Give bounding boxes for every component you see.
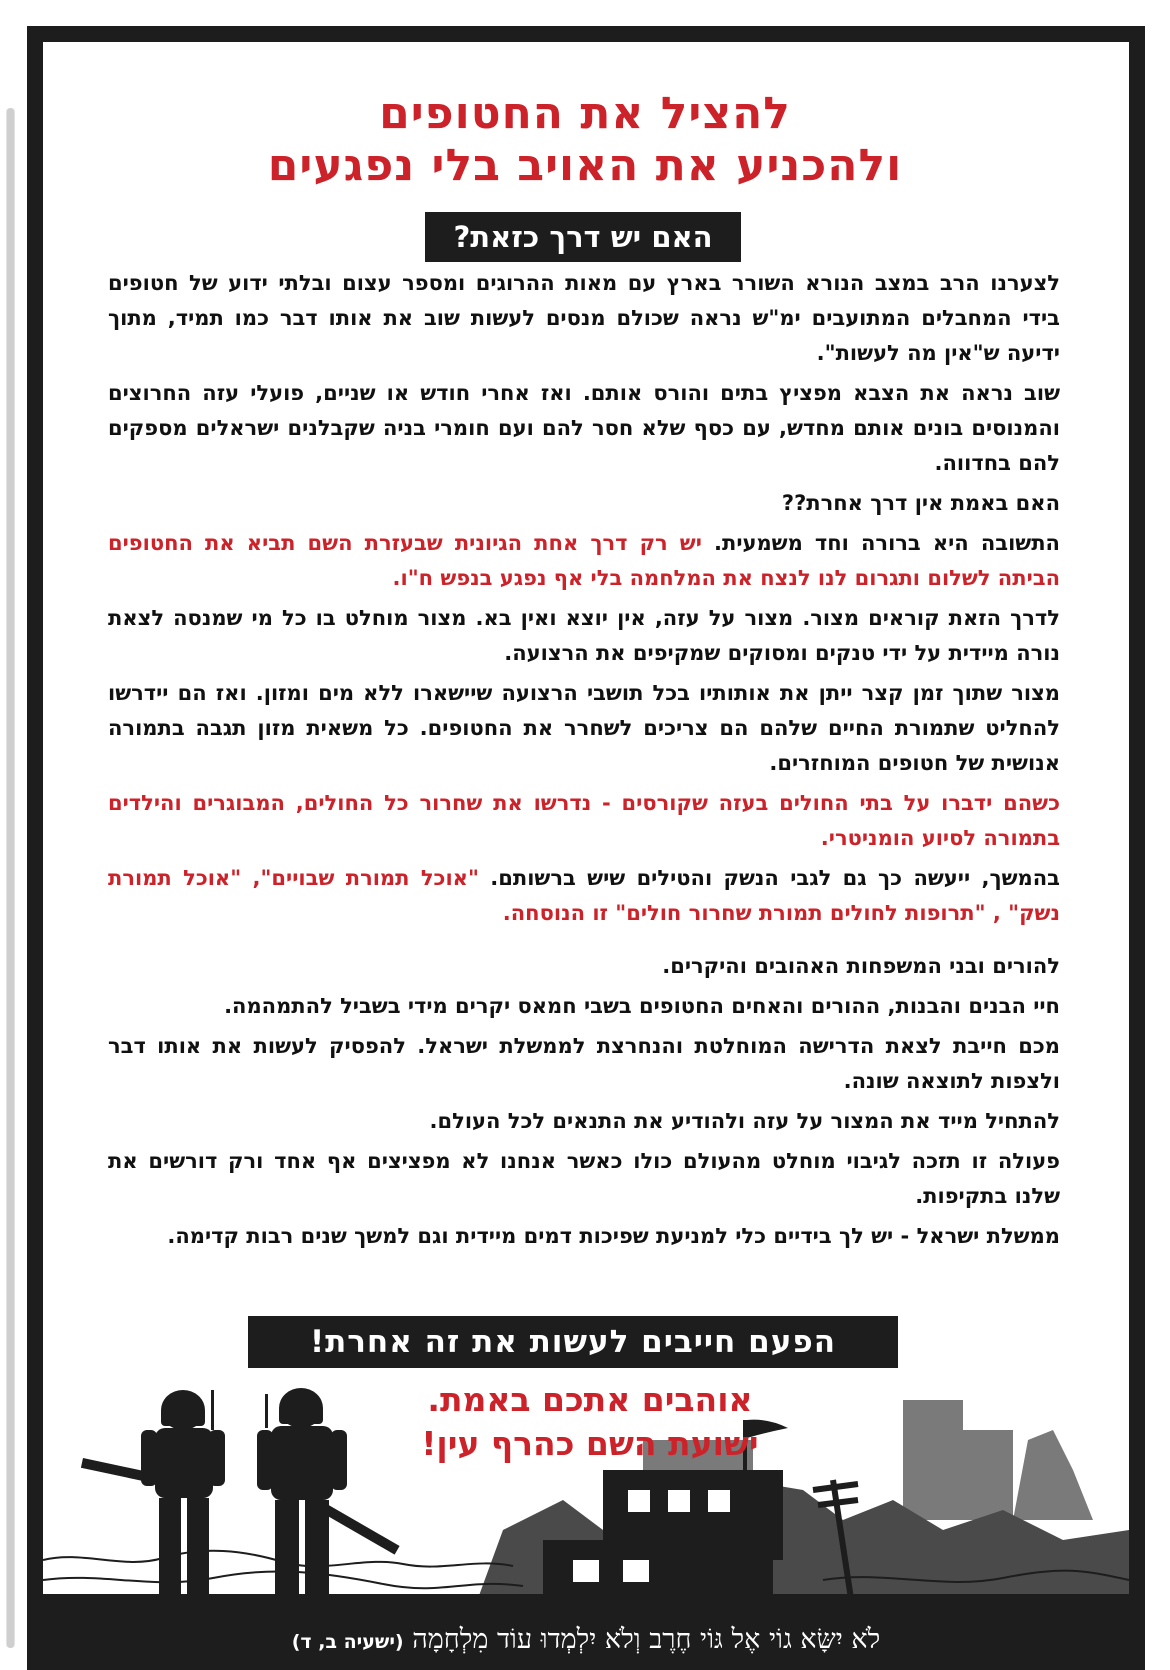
title-line-1: להציל את החטופים [379,88,791,139]
paragraph-1: לצערנו הרב במצב הנורא השורר בארץ עם מאות ההרוגים ומספר עצום ובלתי ידוע של חטופים בידי המחבלים המתועבים ימ"ש נראה שכולם מנסים לעשות שוב את אותו דבר כמו תמיד, מתוך ידיעה ש"אין מה לעשות". [108,271,1060,365]
paragraph-5: לדרך הזאת קוראים מצור. מצור על עזה, אין יוצא ואין בא. מצור מוחלט בו כל מי שמנסה לצאת נורה מיידית על ידי טנקים ומסוקים שמקיפים את הרצועה. [108,606,1060,665]
paragraph-3: האם באמת אין דרך אחרת?? [781,491,1060,515]
paragraph-7: כשהם ידברו על בתי החולים בעזה שקורסים - נדרשו את שחרור כל החולים, המבוגרים והילדים בתמורה לסיוע הומניטרי. [108,791,1060,850]
question-banner: האם יש דרך כזאת? [425,212,741,262]
closing-message [350,1378,830,1466]
scrollbar-thumb[interactable] [7,108,14,1648]
paragraph-11: מכם חייבת לצאת הדרישה המוחלטת והנחרצת לממשלת ישראל. להפסיק לעשות את אותו דבר ולצפות לתוצאה שונה. [108,1034,1060,1093]
paragraph-2: שוב נראה את הצבא מפציץ בתים והורס אותם. ואז אחרי חודש או שניים, פועלי עזה החרוצים והמנוסים בונים אותם מחדש, עם כסף שלא חסר להם ועם חומרי בניה שקבלנים ישראלים מספקים להם בחדווה. [108,381,1060,475]
paragraph-8-highlight: "אוכל תמורת שבויים", "אוכל תמורת נשק" , "תרופות לחולים תמורת שחרור חולים" זו הנוסחה. [108,866,1060,925]
paragraph-4-highlight: יש רק דרך אחת הגיונית שבעזרת השם תביא את החטופים הביתה לשלום ותגרום לנו לנצח את המלחמה בלי אף נפגע בנפש ח"ו. [108,531,1060,590]
paragraph-10: חיי הבנים והבנות, ההורים והאחים החטופים בשבי חמאס יקרים מידי בשביל להתמהמה. [224,994,1060,1018]
paragraph-6: מצור שתוך זמן קצר ייתן את אותותיו בכל תושבי הרצועה שיישארו ללא מים ומזון. ואז הם יידרשו להחליט שתמורת החיים שלהם הם צריכים לשחרר את החטופים. כל משאית מזון תגבה בתמורה אנושית של חטופים המוחזרים. [108,681,1060,775]
footer-verse-bar [27,1612,1145,1670]
paragraph-8 [108,861,1060,931]
paragraph-12: להתחיל מייד את המצור על עזה ולהודיע את התנאים לכל העולם. [429,1109,1060,1133]
scrollbar[interactable] [6,108,15,1648]
paragraph-4 [108,526,1060,596]
paragraph-13: פעולה זו תזכה לגיבוי מוחלט מהעולם כולו כאשר אנחנו לא מפציצים אף אחד ורק דורשים את שלנו בתקיפות. [108,1149,1060,1208]
article-body [108,266,1060,1259]
paragraph-14: ממשלת ישראל - יש לך בידיים כלי למניעת שפיכות דמים מיידית וגם למשך שנים רבות קדימה. [167,1224,1060,1248]
title-line-2: ולהכניע את האויב בלי נפגעים [267,140,903,191]
paragraph-9: להורים ובני המשפחות האהובים והיקרים. [662,954,1060,978]
footer-citation: (ישעיה ב, ד) [291,1631,404,1653]
footer-verse: לֹא יִשָּׂא גוֹי אֶל גּוֹי חֶרֶב וְלֹא יִלְמְדוּ עוֹד מִלְחָמָה [412,1624,881,1655]
poster-title [60,88,1110,192]
paragraph-8-text: בהמשך, ייעשה כך גם לגבי הנשק והטילים שיש ברשותם. [478,866,1060,890]
paragraph-4-text: התשובה היא ברורה וחד משמעית. [701,531,1060,555]
closing-line-2: ישועת השם כהרף עין! [421,1424,759,1463]
closing-line-1: אוהבים אתכם באמת. [427,1380,753,1419]
cta-banner: הפעם חייבים לעשות את זה אחרת! [248,1316,898,1368]
soldier-left [81,1390,225,1598]
